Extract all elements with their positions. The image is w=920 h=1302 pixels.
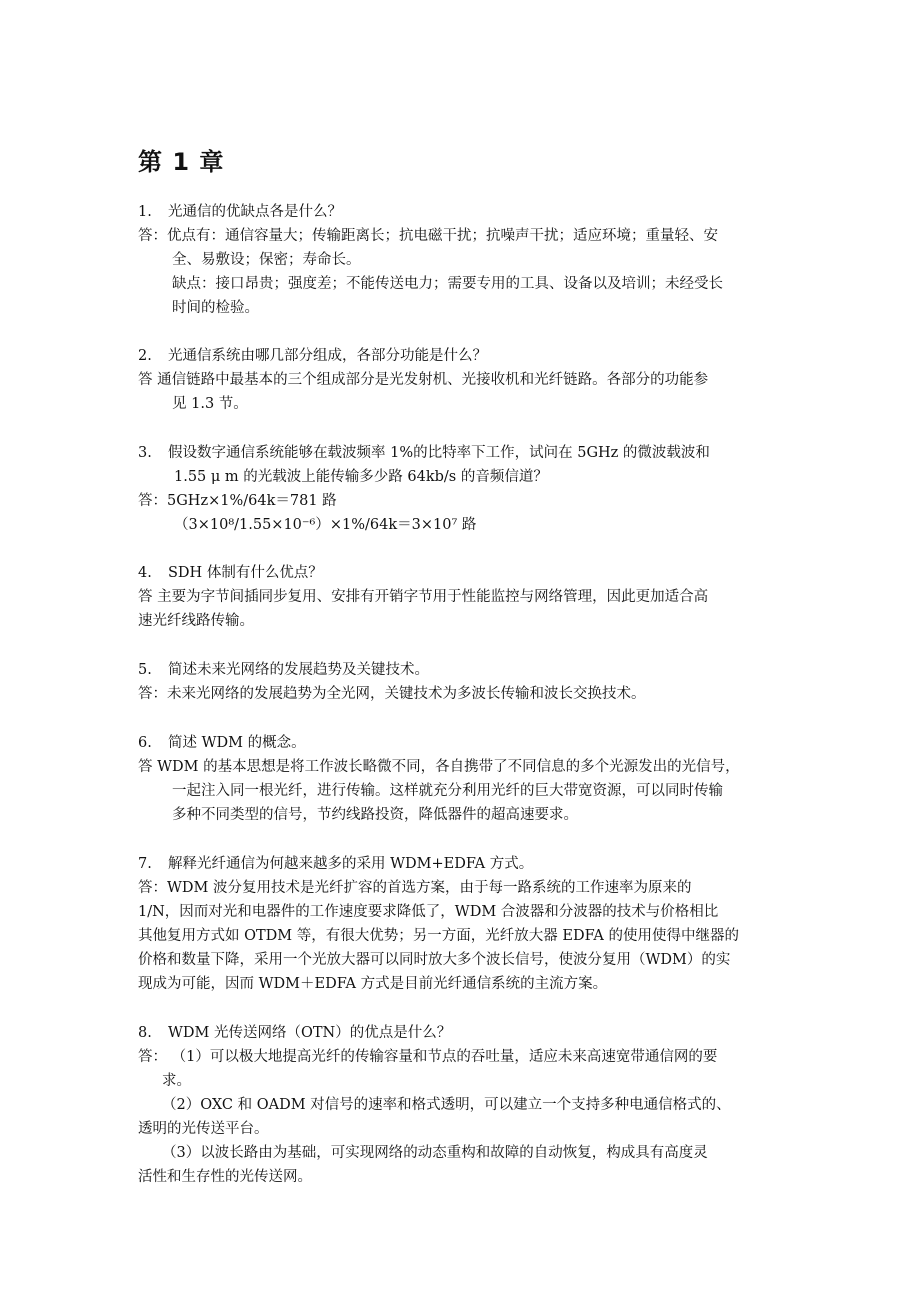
question-number: 3. (138, 445, 152, 461)
question-number: 8. (138, 1025, 152, 1041)
qa-block-4 (138, 561, 784, 633)
answer-line: 时间的检验。 (172, 300, 259, 316)
answer-line: 答：优点有：通信容量大；传输距离长；抗电磁干扰；抗噪声干扰；适应环境；重量轻、安 (138, 228, 718, 244)
answer-line: 一起注入同一根光纤，进行传输。这样就充分利用光纤的巨大带宽资源，可以同时传输 (172, 783, 723, 799)
answer-line: 速光纤线路传输。 (138, 613, 254, 629)
question-line (138, 731, 784, 755)
question-line (138, 658, 784, 682)
answer-line: 价格和数量下降，采用一个光放大器可以同时放大多个波长信号，使波分复用（WDM）的实 (138, 952, 731, 968)
answer-line: 求。 (162, 1073, 191, 1089)
chapter-title: 第 1 章 (138, 148, 225, 176)
question-line (138, 1021, 784, 1045)
question-text: 光通信系统由哪几部分组成，各部分功能是什么？ (168, 348, 487, 364)
answer-line: 答 通信链路中最基本的三个组成部分是光发射机、光接收机和光纤链路。各部分的功能参 (138, 372, 709, 388)
answer-line: （3）以波长路由为基础，可实现网络的动态重构和故障的自动恢复，构成具有高度灵 (162, 1145, 708, 1161)
question-text: 解释光纤通信为何越来越多的采用 WDM+EDFA 方式。 (168, 856, 534, 872)
answer-line: 答： （1）可以极大地提高光纤的传输容量和节点的吞吐量，适应未来高速宽带通信网的要 (138, 1049, 718, 1065)
question-number: 5. (138, 662, 152, 678)
answer-line: 现成为可能，因而 WDM＋EDFA 方式是目前光纤通信系统的主流方案。 (138, 976, 608, 992)
question-number: 6. (138, 735, 152, 751)
question-line (138, 441, 784, 465)
qa-block-8 (138, 1021, 784, 1189)
answer-line: 缺点：接口昂贵；强度差；不能传送电力；需要专用的工具、设备以及培训；未经受长 (172, 276, 723, 292)
answer-line: （2）OXC 和 OADM 对信号的速率和格式透明，可以建立一个支持多种电通信格式的、 (162, 1097, 731, 1113)
answer-line: 其他复用方式如 OTDM 等，有很大优势；另一方面，光纤放大器 EDFA 的使用使得中继器的 (138, 928, 739, 944)
question-number: 2. (138, 348, 152, 364)
question-number: 7. (138, 856, 152, 872)
question-text: 简述 WDM 的概念。 (168, 735, 306, 751)
qa-block-6 (138, 731, 784, 827)
answer-line: 多种不同类型的信号，节约线路投资，降低器件的超高速要求。 (172, 807, 578, 823)
answer-line: 透明的光传送平台。 (138, 1121, 269, 1137)
answer-line: 答：WDM 波分复用技术是光纤扩容的首选方案，由于每一路系统的工作速率为原来的 (138, 880, 692, 896)
qa-block-2 (138, 344, 784, 416)
question-text: WDM 光传送网络（OTN）的优点是什么？ (168, 1025, 452, 1041)
answer-line: 答 主要为字节间插同步复用、安排有开销字节用于性能监控与网络管理，因此更加适合高 (138, 589, 709, 605)
answer-line: 答：5GHz×1%/64k＝781 路 (138, 493, 337, 509)
answer-line: （3×10⁸/1.55×10⁻⁶）×1%/64k＝3×10⁷ 路 (174, 517, 477, 533)
question-line (138, 200, 784, 224)
question-line (138, 561, 784, 585)
answer-line: 答 WDM 的基本思想是将工作波长略微不同，各自携带了不同信息的多个光源发出的光信号， (138, 759, 740, 775)
question-number: 1. (138, 204, 152, 220)
answer-line: 见 1.3 节。 (172, 396, 248, 412)
question-line-continued: 1.55 μ m 的光载波上能传输多少路 64kb/s 的音频信道？ (174, 469, 548, 485)
qa-block-3 (138, 441, 784, 537)
answer-line: 1/N，因而对光和电器件的工作速度要求降低了，WDM 合波器和分波器的技术与价格相比 (138, 904, 719, 920)
qa-block-1 (138, 200, 784, 320)
qa-block-5 (138, 658, 784, 706)
qa-block-7 (138, 852, 784, 996)
question-line (138, 852, 784, 876)
answer-line: 活性和生存性的光传送网。 (138, 1169, 312, 1185)
answer-line: 答：未来光网络的发展趋势为全光网，关键技术为多波长传输和波长交换技术。 (138, 686, 646, 702)
question-text: 光通信的优缺点各是什么？ (168, 204, 342, 220)
question-text: 假设数字通信系统能够在载波频率 1%的比特率下工作，试问在 5GHz 的微波载波和 (168, 445, 710, 461)
question-text: 简述未来光网络的发展趋势及关键技术。 (168, 662, 429, 678)
question-text: SDH 体制有什么优点？ (168, 565, 323, 581)
question-number: 4. (138, 565, 152, 581)
answer-line: 全、易敷设；保密；寿命长。 (172, 252, 361, 268)
question-line (138, 344, 784, 368)
